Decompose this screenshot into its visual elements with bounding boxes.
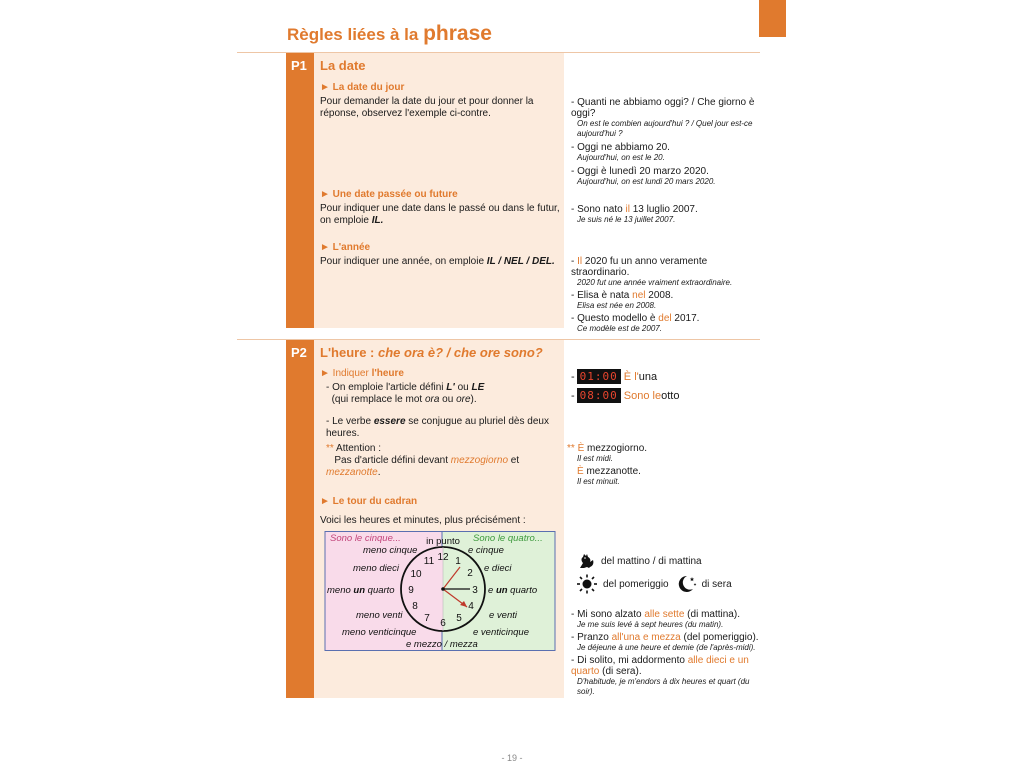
p1-example-past: - Sono nato il 13 luglio 2007. Je suis né le 13 juillet 2007. xyxy=(571,204,698,224)
example-midi-minuit xyxy=(567,443,757,487)
clock-right-head: Sono le quatro... xyxy=(473,533,543,544)
clock-number: 7 xyxy=(424,613,430,624)
example-time-une: - 01:00 È l' una xyxy=(571,370,658,383)
digital-clock-display: 08:00 xyxy=(577,388,621,403)
p1-sub-annee: ► L'année xyxy=(320,242,371,253)
clock-number: 1 xyxy=(455,556,461,567)
clock-label-right: e dieci xyxy=(484,563,512,574)
clock-center xyxy=(441,587,445,591)
example-item: - Mi sono alzato alle sette (di mattina). Je me suis levé à sept heures (du matin). xyxy=(571,609,740,629)
corner-tab xyxy=(759,0,786,37)
clock-number: 12 xyxy=(437,552,449,563)
p2-bullet-article: - On emploie l'article défini L' ou LE (qui remplace le mot ora ou ore). xyxy=(326,382,485,405)
clock-number: 9 xyxy=(408,585,414,596)
p2-sidebar xyxy=(286,340,314,698)
example-item: - Oggi è lunedì 20 marzo 2020. Aujourd'hui, on est lundi 20 mars 2020. xyxy=(571,166,716,186)
sun-icon xyxy=(576,574,598,594)
example-item: - Oggi ne abbiamo 20. Aujourd'hui, on est le 20. xyxy=(571,142,670,162)
clock-number: 11 xyxy=(423,556,435,567)
p2-label: P2 xyxy=(291,345,307,360)
p1-text-annee: Pour indiquer une année, on emploie IL / NEL / DEL. xyxy=(320,256,555,267)
p1-sub-date-du-jour: ► La date du jour xyxy=(320,82,405,93)
clock-number: 3 xyxy=(472,585,478,596)
example-item: - Pranzo all'una e mezza (del pomeriggio). Je déjeune à une heure et demie (de l'après-midi). xyxy=(571,632,759,652)
clock-label-left: meno dieci xyxy=(353,563,399,574)
p1-example-year xyxy=(571,256,761,334)
page-title: Règles liées à la phrase xyxy=(287,22,492,45)
clock-number: 4 xyxy=(468,601,474,612)
p1-title: La date xyxy=(320,58,366,73)
clock-label-right: e venti xyxy=(489,610,517,621)
p1-sub-date-passee: ► Une date passée ou future xyxy=(320,189,458,200)
digital-clock-display: 01:00 xyxy=(577,369,621,384)
p2-text-clock: Voici les heures et minutes, plus précisément : xyxy=(320,515,526,526)
clock-number: 2 xyxy=(467,568,473,579)
example-item: - Il 2020 fu un anno veramente straordinario. 2020 fut une année vraiment extraordinaire. xyxy=(571,256,733,287)
clock-number: 6 xyxy=(440,618,446,629)
daytime-afternoon-evening: del pomeriggio di sera xyxy=(576,574,732,594)
daytime-morning: del mattino / di mattina xyxy=(576,551,702,571)
example-item: - Quanti ne abbiamo oggi? / Che giorno è oggi? On est le combien aujourd'hui ? / Quel jour est-ce aujourd'hui ? xyxy=(571,97,755,138)
clock-label-left: meno cinque xyxy=(363,545,418,556)
clock-number: 8 xyxy=(412,601,418,612)
clock-number: 5 xyxy=(456,613,462,624)
clock-label-left: meno venti xyxy=(356,610,403,621)
p2-sub-tour-cadran: ► Le tour du cadran xyxy=(320,496,418,507)
clock-label-top: in punto xyxy=(426,536,460,547)
rooster-icon xyxy=(576,551,596,571)
example-item: È mezzanotte. Il est minuit. xyxy=(577,466,641,486)
p2-title: L'heure : che ora è? / che ore sono? xyxy=(320,345,543,360)
clock-label-bottom: e mezzo / mezza xyxy=(406,639,478,650)
p2-sub-indiquer-heure: ► Indiquer l'heure xyxy=(320,368,404,379)
clock-number: 10 xyxy=(410,569,422,580)
moon-stars-icon xyxy=(675,574,697,594)
p1-text-date-du-jour: Pour demander la date du jour et pour donner la réponse, observez l'exemple ci-contre. xyxy=(320,96,534,119)
p2-attention: ** Attention : Pas d'article défini devant mezzogiorno et mezzanotte. xyxy=(326,443,520,478)
page-number: - 19 - xyxy=(501,753,523,763)
example-item: ** È mezzogiorno. Il est midi. xyxy=(567,443,648,463)
p1-label: P1 xyxy=(291,58,307,73)
p1-example-list xyxy=(571,97,761,187)
example-item: - Questo modello è del 2017. Ce modèle est de 2007. xyxy=(571,313,700,333)
p2-example-final-list xyxy=(571,609,761,697)
clock-label-left: meno venticinque xyxy=(342,627,417,638)
p1-text-date-passee: Pour indiquer une date dans le passé ou dans le futur, on emploie IL. xyxy=(320,203,560,226)
p2-bullet-essere: - Le verbe essere se conjugue au pluriel dès deux heures. xyxy=(326,416,549,439)
example-item: - Di solito, mi addormento alle dieci e un quarto (di sera). D'habitude, je m'endors à dix heures et quart (du soir). xyxy=(571,655,750,696)
clock-figure xyxy=(324,531,556,652)
example-time-huit: - 08:00 Sono le otto xyxy=(571,389,680,402)
clock-label-right: e cinque xyxy=(468,545,504,556)
clock-label-right: e venticinque xyxy=(473,627,529,638)
p1-sidebar xyxy=(286,53,314,328)
clock-left-head: Sono le cinque... xyxy=(330,533,401,544)
clock-label-left-quarter: meno un quarto xyxy=(327,585,395,596)
example-item: - Elisa è nata nel 2008. Elisa est née en 2008. xyxy=(571,290,674,310)
clock-label-right-quarter: e un quarto xyxy=(488,585,538,596)
